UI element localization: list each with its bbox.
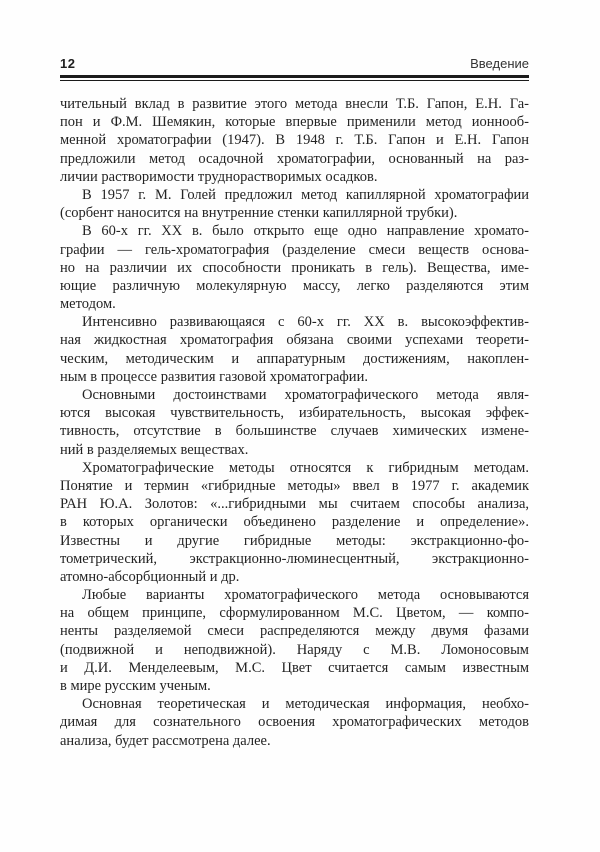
- text-line: (подвижной и неподвижной). Наряду с М.В. Ломоносовым: [60, 641, 529, 658]
- paragraph: [60, 586, 529, 695]
- header-rule: [60, 75, 529, 81]
- text-line: в мире русским ученым.: [60, 678, 211, 694]
- text-line: Любые варианты хроматографического метода основываются: [82, 587, 529, 604]
- text-line: но на различии их способности проникать в гель). Вещества, име-: [60, 259, 529, 276]
- text-line: ний в разделяемых веществах.: [60, 441, 249, 458]
- text-line: ным в процессе развития газовой хроматографии.: [60, 368, 368, 385]
- text-line: методом.: [60, 296, 116, 313]
- text-line: анализа, будет рассмотрена далее.: [60, 732, 271, 749]
- text-line: ющие различную молекулярную массу, легко разделяются этим: [60, 277, 529, 294]
- text-line: (сорбент наносится на внутренние стенки капиллярной трубки).: [60, 205, 458, 222]
- text-line: РАН Ю.А. Золотов: «...гибридными мы считаем способы анализа,: [60, 496, 529, 513]
- paragraph: [60, 95, 529, 186]
- text-line: ются высокая чувствительность, избирательность, высокая эффек-: [60, 405, 529, 422]
- text-line: В 60-х гг. XX в. было открыто еще одно направление хромато-: [82, 223, 529, 240]
- paragraph: [60, 313, 529, 386]
- text-line: на общем принципе, сформулированном М.С. Цветом, — компо-: [60, 605, 529, 622]
- text-body: [60, 95, 529, 750]
- text-line: В 1957 г. М. Голей предложил метод капиллярной хроматографии: [82, 186, 529, 203]
- text-line: ческим, методическим и аппаратурным достижениям, накоплен-: [60, 350, 529, 367]
- text-line: Понятие и термин «гибридные методы» ввел в 1977 г. академик: [60, 477, 529, 494]
- text-line: Известны и другие гибридные методы: экстракционно-фо-: [60, 532, 529, 549]
- text-line: Хроматографические методы относятся к гибридным методам.: [82, 459, 529, 476]
- text-line: ненты разделяемой смеси распределяются между двумя фазами: [60, 623, 529, 640]
- text-line: тометрический, экстракционно-люминесцентный, экстракционно-: [60, 550, 529, 567]
- text-line: менной хроматографии (1947). В 1948 г. Т.Б. Гапон и Е.Н. Гапон: [60, 132, 529, 149]
- page-number: 12: [60, 56, 76, 71]
- text-line: и Д.И. Менделеевым, М.С. Цвет считается самым известным: [60, 659, 529, 676]
- text-line: ная жидкостная хроматография обязана своими успехами теорети-: [60, 332, 529, 349]
- running-title: Введение: [470, 56, 529, 71]
- text-line: чительный вклад в развитие этого метода внесли Т.Б. Гапон, Е.Н. Га-: [60, 96, 529, 112]
- paragraph: [60, 695, 529, 750]
- paragraph: [60, 186, 529, 222]
- page-header: [60, 56, 529, 71]
- paragraph: [60, 222, 529, 313]
- text-line: Основными достоинствами хроматографического метода явля-: [82, 387, 529, 403]
- paragraph: [60, 386, 529, 459]
- text-line: личии растворимости труднорастворимых осадков.: [60, 168, 378, 185]
- text-line: предложили метод осадочной хроматографии, основанный на раз-: [60, 150, 529, 167]
- text-line: Интенсивно развивающаяся с 60-х гг. XX в. высокоэффектив-: [82, 314, 529, 331]
- text-line: пон и Ф.М. Шемякин, которые впервые применили метод ионнооб-: [60, 114, 529, 131]
- text-line: графии — гель-хроматография (разделение смеси веществ основа-: [60, 241, 529, 258]
- text-line: димая для сознательного освоения хроматографических методов: [60, 714, 529, 731]
- paragraph: [60, 459, 529, 586]
- book-page: [60, 0, 529, 750]
- text-line: атомно-абсорбционный и др.: [60, 568, 240, 585]
- text-line: тивность, отсутствие в большинстве случаев химических измене-: [60, 423, 529, 440]
- text-line: в которых органически объединено разделение и определение».: [60, 514, 529, 531]
- text-line: Основная теоретическая и методическая информация, необхо-: [82, 696, 529, 713]
